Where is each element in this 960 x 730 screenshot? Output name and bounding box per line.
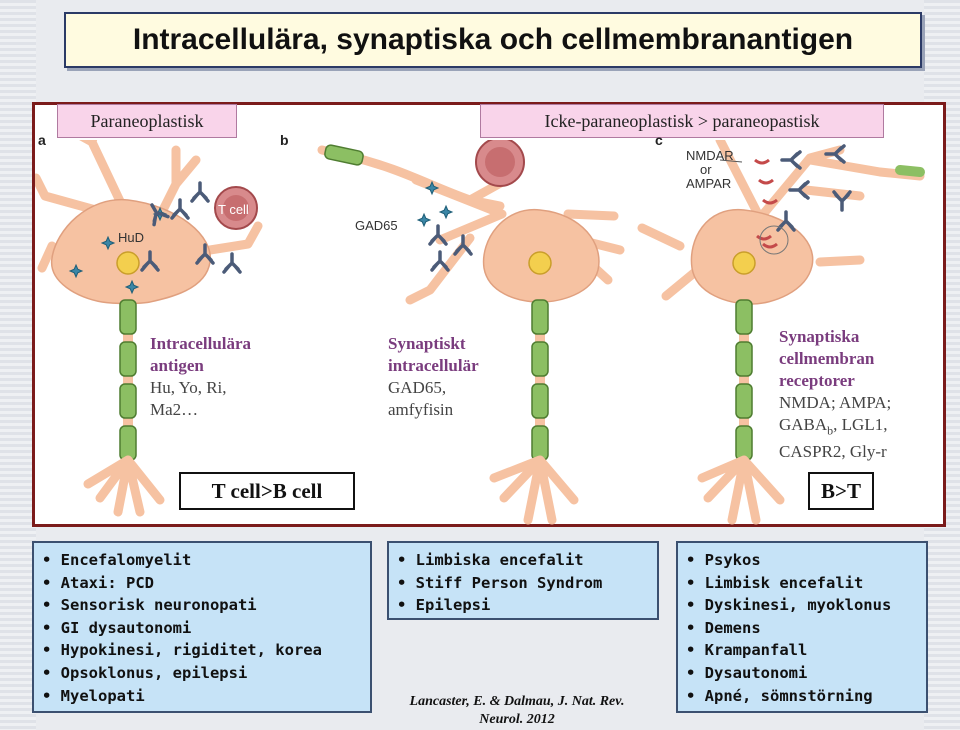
desc-intracellular: Intracellulära antigen Hu, Yo, Ri, Ma2… [150, 334, 252, 419]
syndromes-list-intracellular [32, 541, 372, 713]
paraneoplastic-label: Paraneoplastisk [57, 104, 237, 138]
nmdar-label: NMDAR [686, 148, 734, 163]
title-box [64, 12, 922, 68]
list-item: • Hypokinesi, rigiditet, korea [42, 639, 362, 662]
list-item: • Myelopati [42, 685, 362, 708]
list-item: • Sensorisk neuronopati [42, 594, 362, 617]
list-item: • Psykos [686, 549, 918, 572]
ampar-label: AMPAR [686, 176, 732, 191]
b-over-t-label: B>T [808, 472, 874, 510]
panel-a-letter: a [38, 132, 46, 148]
list-item: • GI dysautonomi [42, 617, 362, 640]
desc-cell-membrane: Synaptiska cellmembran receptorer NMDA; AMPA; $GABA_b$, LGL1, CASPR2, Gly-r [779, 327, 892, 462]
list-item: • Opsoklonus, epilepsi [42, 662, 362, 685]
list-item: • Krampanfall [686, 639, 918, 662]
list-item: • Epilepsi [397, 594, 649, 617]
neuron-b [322, 140, 620, 520]
tcell-label: T cell [218, 202, 249, 217]
panel-b-letter: b [280, 132, 289, 148]
list-item: • Limbiska encefalit [397, 549, 649, 572]
list-item: • Ataxi: PCD [42, 572, 362, 595]
list-item: • Stiff Person Syndrom [397, 572, 649, 595]
page-title: Intracellulära, synaptiska och cellmembranantigen [132, 23, 854, 56]
syndromes-list-synaptic [387, 541, 659, 620]
neuron-a [36, 140, 258, 512]
desc-synaptic-intracellular: Synaptiskt intracellulär GAD65, amfyfisin [388, 334, 479, 419]
gad65-label: GAD65 [355, 218, 398, 233]
panel-c-letter: c [655, 132, 663, 148]
list-item: • Demens [686, 617, 918, 640]
tcell-bcell-label: T cell>B cell [179, 472, 355, 510]
list-item: • Encefalomyelit [42, 549, 362, 572]
list-item: • Apné, sömnstörning [686, 685, 918, 708]
nonparaneoplastic-label: Icke-paraneoplastisk > paraneopastisk [480, 104, 884, 138]
syndromes-list-membrane [676, 541, 928, 713]
left-decor-ribbon [0, 0, 36, 730]
list-item: • Dysautonomi [686, 662, 918, 685]
hud-label: HuD [118, 230, 145, 245]
list-item: • Limbisk encefalit [686, 572, 918, 595]
citation: Lancaster, E. & Dalmau, J. Nat. Rev. Neurol. 2012 [409, 694, 625, 727]
list-item: • Dyskinesi, myoklonus [686, 594, 918, 617]
or-label: or [700, 162, 712, 177]
